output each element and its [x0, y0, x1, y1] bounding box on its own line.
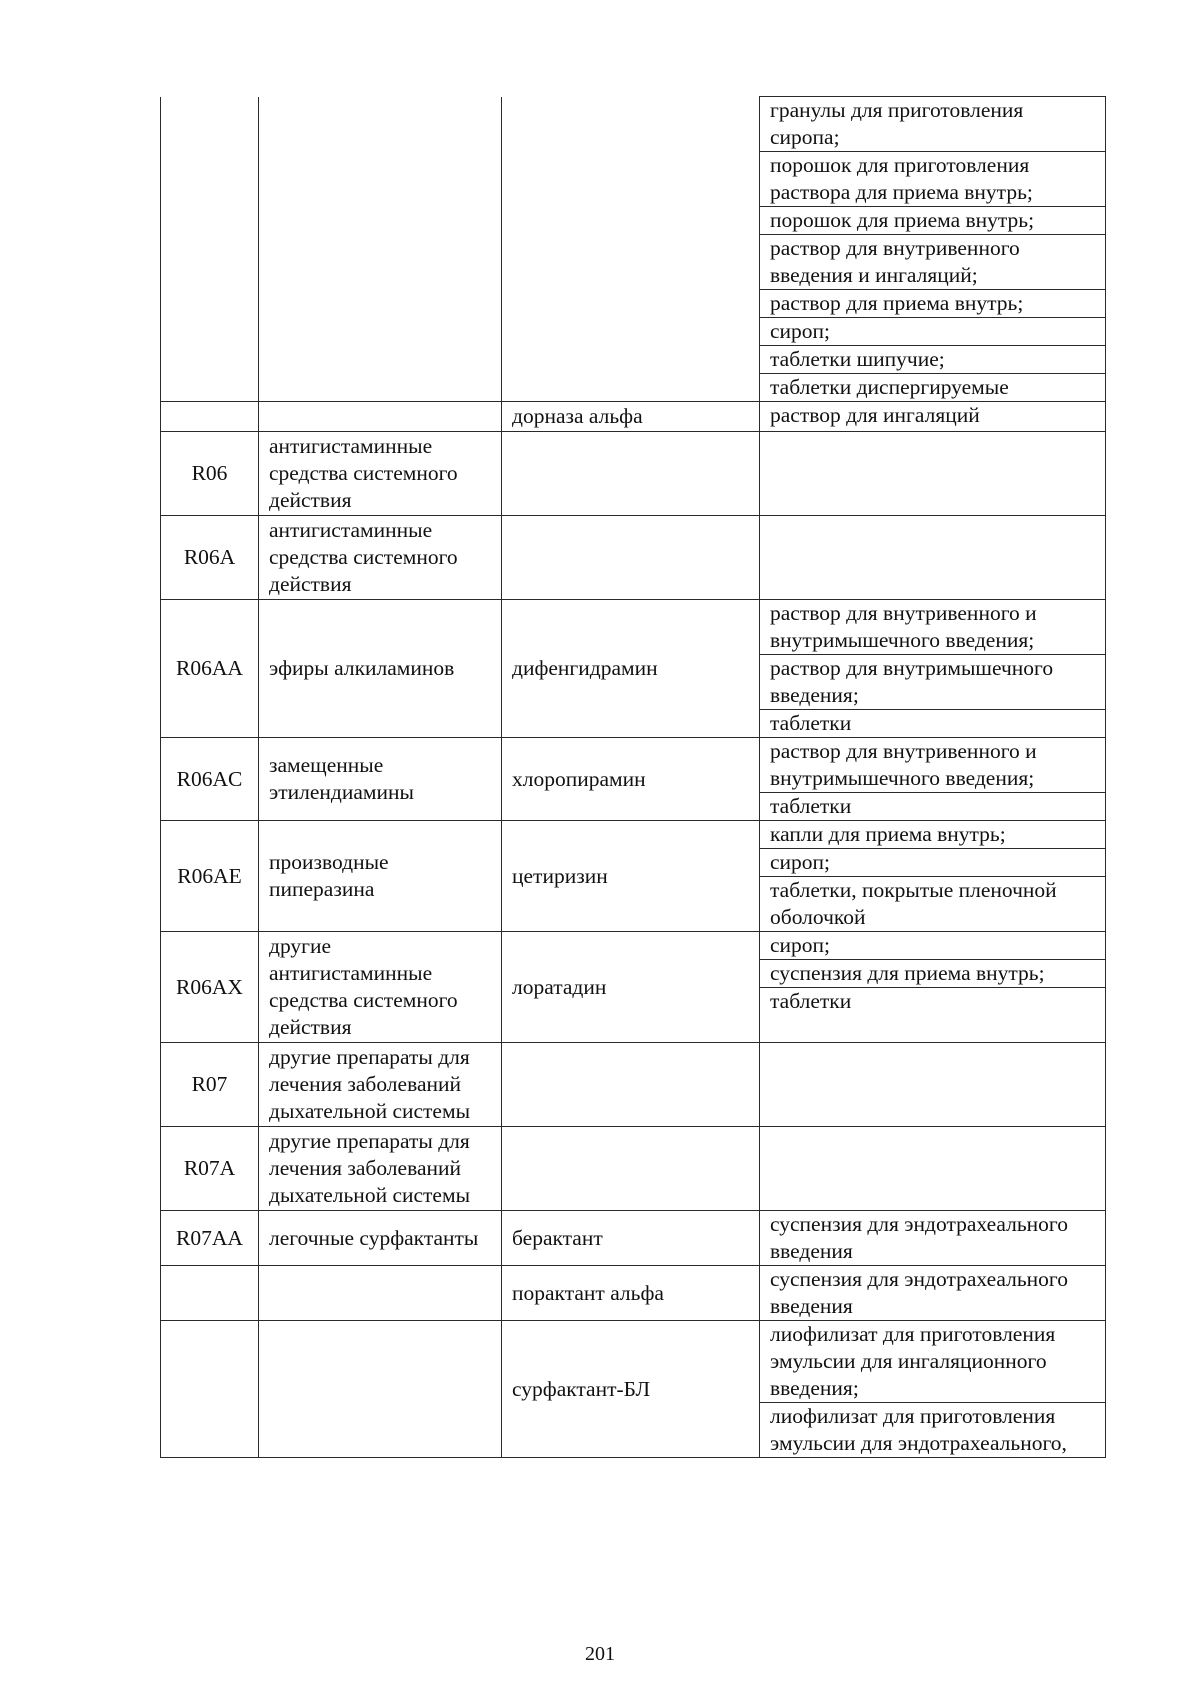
dosage-form-item: порошок для приема внутрь; — [760, 206, 1105, 234]
substance-cell: хлоропирамин — [502, 738, 760, 821]
substance-cell: цетиризин — [502, 821, 760, 932]
dosage-form-item: таблетки шипучие; — [760, 345, 1105, 373]
dosage-form-item: таблетки — [760, 987, 1105, 1015]
atc-code-cell: R07 — [161, 1043, 259, 1127]
dosage-form-item: таблетки — [760, 709, 1105, 737]
dosage-form-item: лиофилизат для приготовления эмульсии для эндотрахеального, — [760, 1402, 1105, 1457]
dosage-form-item: таблетки, покрытые пленочной оболочкой — [760, 876, 1105, 931]
table-row — [161, 1321, 1106, 1458]
dosage-forms-cell — [760, 932, 1106, 1043]
atc-code-cell: R06A — [161, 516, 259, 600]
group-cell — [259, 1266, 502, 1321]
dosage-forms-cell — [760, 97, 1106, 402]
dosage-forms-cell — [760, 516, 1106, 600]
group-cell: замещенные этилендиамины — [259, 738, 502, 821]
table-row — [161, 97, 1106, 402]
group-cell: антигистаминные средства системного действия — [259, 432, 502, 516]
dosage-form-item: суспензия для эндотрахеального введения — [770, 1267, 1068, 1318]
dosage-form-item: таблетки диспергируемые — [760, 373, 1105, 401]
table-row — [161, 1043, 1106, 1127]
group-cell — [259, 1321, 502, 1458]
atc-code-cell — [161, 97, 259, 402]
substance-cell — [502, 432, 760, 516]
dosage-forms-cell — [760, 1321, 1106, 1458]
dosage-form-item: суспензия для приема внутрь; — [760, 959, 1105, 987]
substance-cell — [502, 1043, 760, 1127]
dosage-forms-cell — [760, 1043, 1106, 1127]
dosage-form-item: суспензия для эндотрахеального введения — [770, 1212, 1068, 1263]
group-cell: другие препараты для лечения заболеваний дыхательной системы — [259, 1127, 502, 1211]
atc-code-cell: R06AC — [161, 738, 259, 821]
table-row — [161, 600, 1106, 738]
atc-code-cell — [161, 1266, 259, 1321]
substance-cell — [502, 516, 760, 600]
group-cell: антигистаминные средства системного действия — [259, 516, 502, 600]
dosage-forms-cell — [760, 738, 1106, 821]
atc-code-cell — [161, 1321, 259, 1458]
dosage-forms-cell — [760, 600, 1106, 738]
substance-cell: сурфактант-БЛ — [502, 1321, 760, 1458]
table-body — [161, 97, 1106, 1458]
substance-cell — [502, 97, 760, 402]
table-row — [161, 821, 1106, 932]
substance-cell: берактант — [502, 1211, 760, 1266]
dosage-forms-cell — [760, 402, 1106, 432]
substance-cell: дифенгидрамин — [502, 600, 760, 738]
dosage-form-item: таблетки — [760, 792, 1105, 820]
atc-code-cell: R06 — [161, 432, 259, 516]
dosage-form-item: гранулы для приготовления сиропа; — [770, 98, 1024, 149]
table-row — [161, 738, 1106, 821]
table-row — [161, 1211, 1106, 1266]
dosage-form-item: раствор для внутривенного и внутримышечного введения; — [770, 739, 1037, 790]
table-row — [161, 516, 1106, 600]
substance-cell — [502, 1127, 760, 1211]
dosage-forms-cell — [760, 1266, 1106, 1321]
dosage-forms-cell — [760, 821, 1106, 932]
atc-code-cell: R06AX — [161, 932, 259, 1043]
table-row — [161, 932, 1106, 1043]
group-cell — [259, 97, 502, 402]
dosage-form-item: сироп; — [770, 933, 831, 957]
dosage-forms-cell — [760, 1127, 1106, 1211]
dosage-form-item: капли для приема внутрь; — [770, 822, 1006, 846]
dosage-forms-cell — [760, 1211, 1106, 1266]
group-cell — [259, 402, 502, 432]
atc-code-cell: R06AA — [161, 600, 259, 738]
table-row — [161, 1266, 1106, 1321]
group-cell: эфиры алкиламинов — [259, 600, 502, 738]
dosage-form-item: раствор для внутривенного и внутримышечного введения; — [770, 601, 1037, 652]
dosage-form-item: сироп; — [760, 848, 1105, 876]
page-number: 201 — [585, 1643, 615, 1665]
atc-code-cell: R06AE — [161, 821, 259, 932]
group-cell: легочные сурфактанты — [259, 1211, 502, 1266]
dosage-form-item: раствор для внутривенного введения и ингаляций; — [760, 234, 1105, 289]
table-row — [161, 432, 1106, 516]
dosage-forms-cell — [760, 432, 1106, 516]
substance-cell: лоратадин — [502, 932, 760, 1043]
dosage-form-item: лиофилизат для приготовления эмульсии для ингаляционного введения; — [770, 1322, 1056, 1400]
drug-classification-table — [160, 96, 1106, 1458]
group-cell: другие антигистаминные средства системного действия — [259, 932, 502, 1043]
dosage-form-item: раствор для ингаляций — [770, 403, 980, 427]
group-cell: производные пиперазина — [259, 821, 502, 932]
atc-code-cell: R07AA — [161, 1211, 259, 1266]
table-row — [161, 1127, 1106, 1211]
dosage-form-item: раствор для приема внутрь; — [760, 289, 1105, 317]
substance-cell: дорназа альфа — [502, 402, 760, 432]
atc-code-cell: R07A — [161, 1127, 259, 1211]
dosage-form-item: сироп; — [760, 317, 1105, 345]
dosage-form-item: порошок для приготовления раствора для приема внутрь; — [760, 151, 1105, 206]
dosage-form-item: раствор для внутримышечного введения; — [760, 654, 1105, 709]
substance-cell: порактант альфа — [502, 1266, 760, 1321]
group-cell: другие препараты для лечения заболеваний дыхательной системы — [259, 1043, 502, 1127]
table-row — [161, 402, 1106, 432]
atc-code-cell — [161, 402, 259, 432]
